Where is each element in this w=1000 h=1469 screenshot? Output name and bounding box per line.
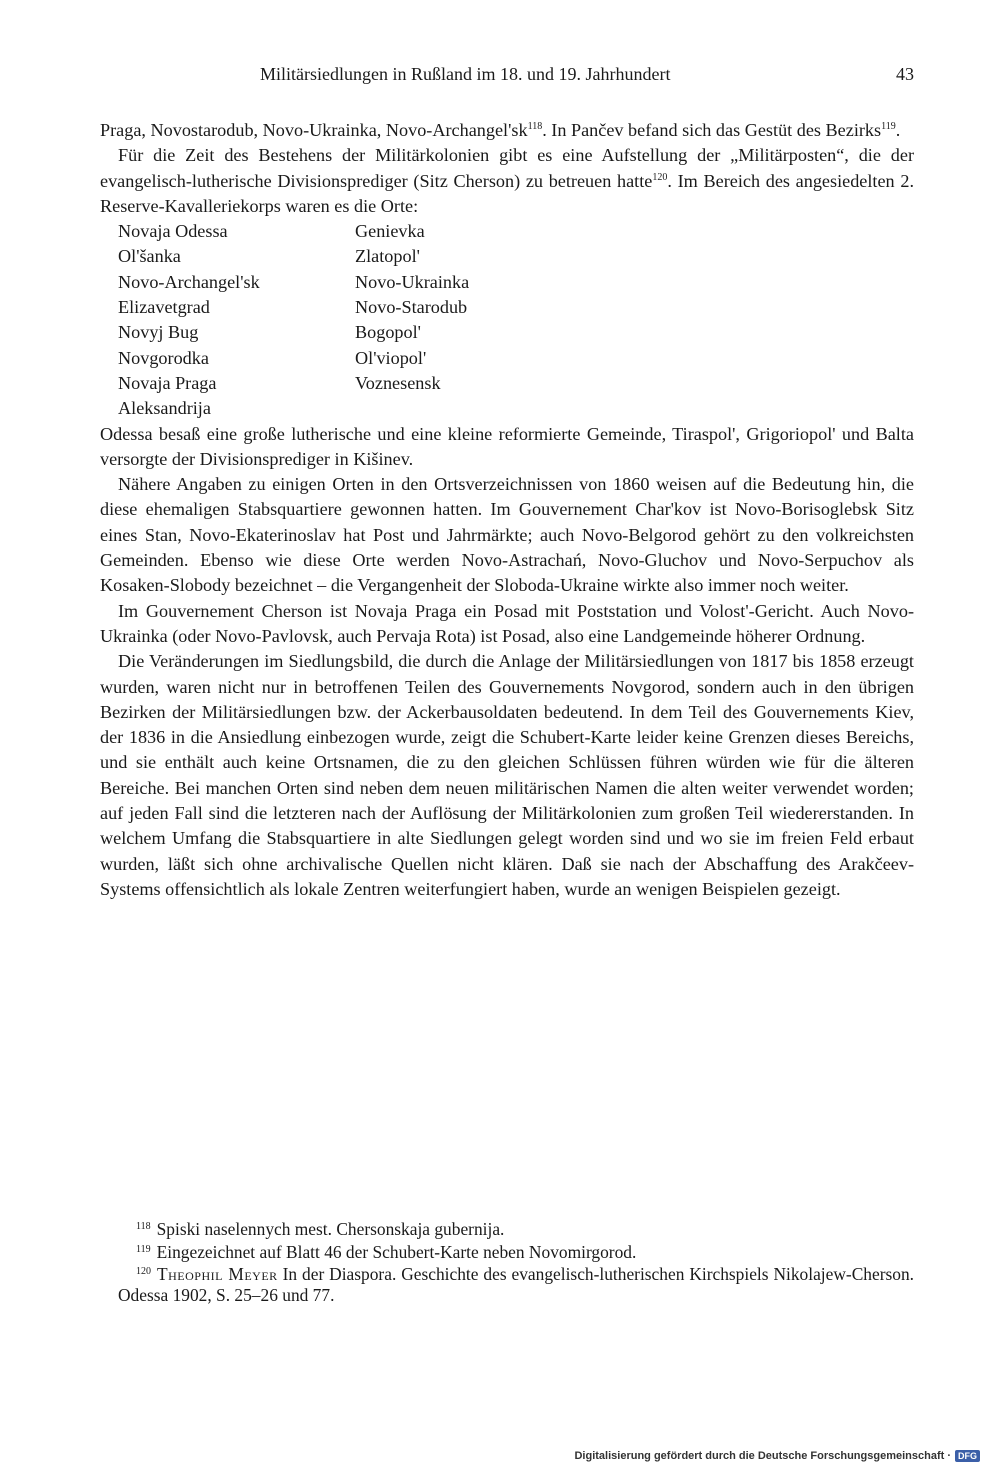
place-column-left — [118, 219, 355, 421]
footnote-ref: 118 — [527, 121, 543, 132]
place-name: Voznesensk — [355, 372, 441, 393]
paragraph-text: . In Pančev befand sich das Gestüt des Bezirks — [542, 120, 882, 140]
page-number: 43 — [896, 64, 914, 84]
footnotes — [100, 1217, 914, 1305]
place-name: Bogopol' — [355, 322, 421, 343]
credit-text: Digitalisierung gefördert durch die Deutsche Forschungsgemeinschaft · — [574, 1450, 951, 1462]
place-name: Genievka — [355, 221, 425, 242]
place-name: Ol'šanka — [118, 246, 181, 267]
paragraph-1 — [100, 118, 914, 143]
page-header — [100, 64, 914, 94]
paragraph-5: Im Gouvernement Cherson ist Novaja Praga ein Posad mit Poststation und Volost'-Gericht. Auch Novo-Ukrainka (oder Novo-Pavlovsk, auch Pervaja Rota) ist Posad, also eine Landgemeinde höherer Ordnung. — [100, 600, 914, 646]
paragraph-6: Die Veränderungen im Siedlungsbild, die durch die Anlage der Militärsiedlungen von 1817 bis 1858 erzeugt wurden, waren nicht nur in betroffenen Teilen des Gouvernements Novgorod, sondern auch in den übrigen Bezirken der Militärsiedlungen bzw. der Ackerbausoldaten bedeutend. In dem Teil des Gouvernements Kiev, der 1836 in die Ansiedlung einbezogen wurde, zeigt die Schubert-Karte leider keine Grenzen dieses Bereichs, und sie enthält auch keine Ortsnamen, die zu den gleichen Schlüssen führen würden wie für die älteren Bereiche. Bei manchen Orten sind neben dem neuen militärischen Namen die alten weiter verwendet worden; auf jeden Fall sind die letzteren nach der Auflösung der Militärkolonien zum großen Teil wiedererstanden. In welchem Umfang die Stabsquartiere in alte Siedlungen gelegt worden sind und wo sie im freien Feld erbaut wurden, läßt sich ohne archivalische Quellen nicht klären. Daß sie nach der Abschaffung des Arakčeev-Systems offensichtlich als lokale Zentren weiterfungiert haben, wurde an wenigen Beispielen gezeigt. — [100, 651, 914, 899]
place-name: Novaja Odessa — [118, 221, 228, 242]
footnote-author: Theophil Meyer — [157, 1264, 278, 1284]
running-title: Militärsiedlungen in Rußland im 18. und 19. Jahrhundert — [260, 64, 671, 84]
place-name: Novaja Praga — [118, 372, 217, 393]
paragraph-text: Praga, Novostarodub, Novo-Ukrainka, Novo-Archangel'sk — [100, 120, 528, 140]
paragraph-text: . — [895, 120, 901, 140]
place-name: Aleksandrija — [118, 398, 211, 419]
footnote — [100, 1240, 914, 1263]
paragraph-2 — [100, 143, 914, 219]
footnote — [100, 1262, 914, 1305]
footnote — [100, 1217, 914, 1240]
paragraph-3: Odessa besaß eine große lutherische und eine kleine reformierte Gemeinde, Tiraspol', Grigoriopol' und Balta versorgte der Divisionsprediger in Kišinev. — [100, 423, 914, 469]
dfg-logo-icon: DFG — [955, 1450, 980, 1462]
footnote-text: Spiski naselennych mest. Chersonskaja gubernija. — [156, 1219, 505, 1239]
paragraph-4: Nähere Angaben zu einigen Orten in den Ortsverzeichnissen von 1860 weisen auf die Bedeutung hin, die diese ehemaligen Stabsquartiere gewonnen hatten. Im Gouvernement Char'kov ist Novo-Borisoglebsk Sitz eines Stan, Novo-Ekaterinoslav hat Post und Jahrmärkte; auch Novo-Belgorod gehört zu den volkreichsten Gemeinden. Ebenso wie diese Orte werden Novo-Astrachań, Novo-Gluchov und Novo-Serpuchov als Kosaken-Slobody bezeichnet – die Vergangenheit der Sloboda-Ukraine wirkte also immer noch weiter. — [100, 474, 914, 596]
place-name: Novo-Archangel'sk — [118, 271, 260, 292]
footnote-text: Eingezeichnet auf Blatt 46 der Schubert-Karte neben Novomirgorod. — [156, 1241, 637, 1262]
place-name: Elizavetgrad — [118, 297, 210, 318]
footnote-number: 119 — [136, 1243, 151, 1255]
footnote-number: 118 — [136, 1221, 151, 1232]
paragraph-text: Für die Zeit des Bestehens der Militärkolonien gibt es eine Aufstellung der „Militärposten“, die der evangelisch-lutherische Divisionsprediger (Sitz Cherson) zu betreuen hatte — [100, 145, 914, 191]
paragraph-text: . Im Bereich des angesiedelten 2. Reserve-Kavalleriekorps waren es die Orte: — [100, 170, 914, 216]
footnote-text: In der Diaspora. Geschichte des evangelisch-lutherischen Kirchspiels Nikolajew-Cherson. Odessa 1902, S. 25–26 und 77. — [118, 1264, 914, 1305]
footnote-ref: 119 — [881, 121, 896, 132]
footnote-number: 120 — [136, 1266, 151, 1277]
digitization-credit — [574, 1449, 980, 1463]
body-text — [100, 118, 914, 902]
place-column-right — [355, 219, 655, 421]
footnote-ref: 120 — [652, 171, 668, 183]
place-name: Novgorodka — [118, 347, 209, 368]
place-name: Ol'viopol' — [355, 347, 427, 368]
place-list — [118, 219, 914, 421]
place-name: Zlatopol' — [355, 246, 420, 267]
place-name: Novo-Ukrainka — [355, 271, 470, 292]
place-name: Novyj Bug — [118, 322, 199, 343]
place-name: Novo-Starodub — [355, 297, 468, 318]
